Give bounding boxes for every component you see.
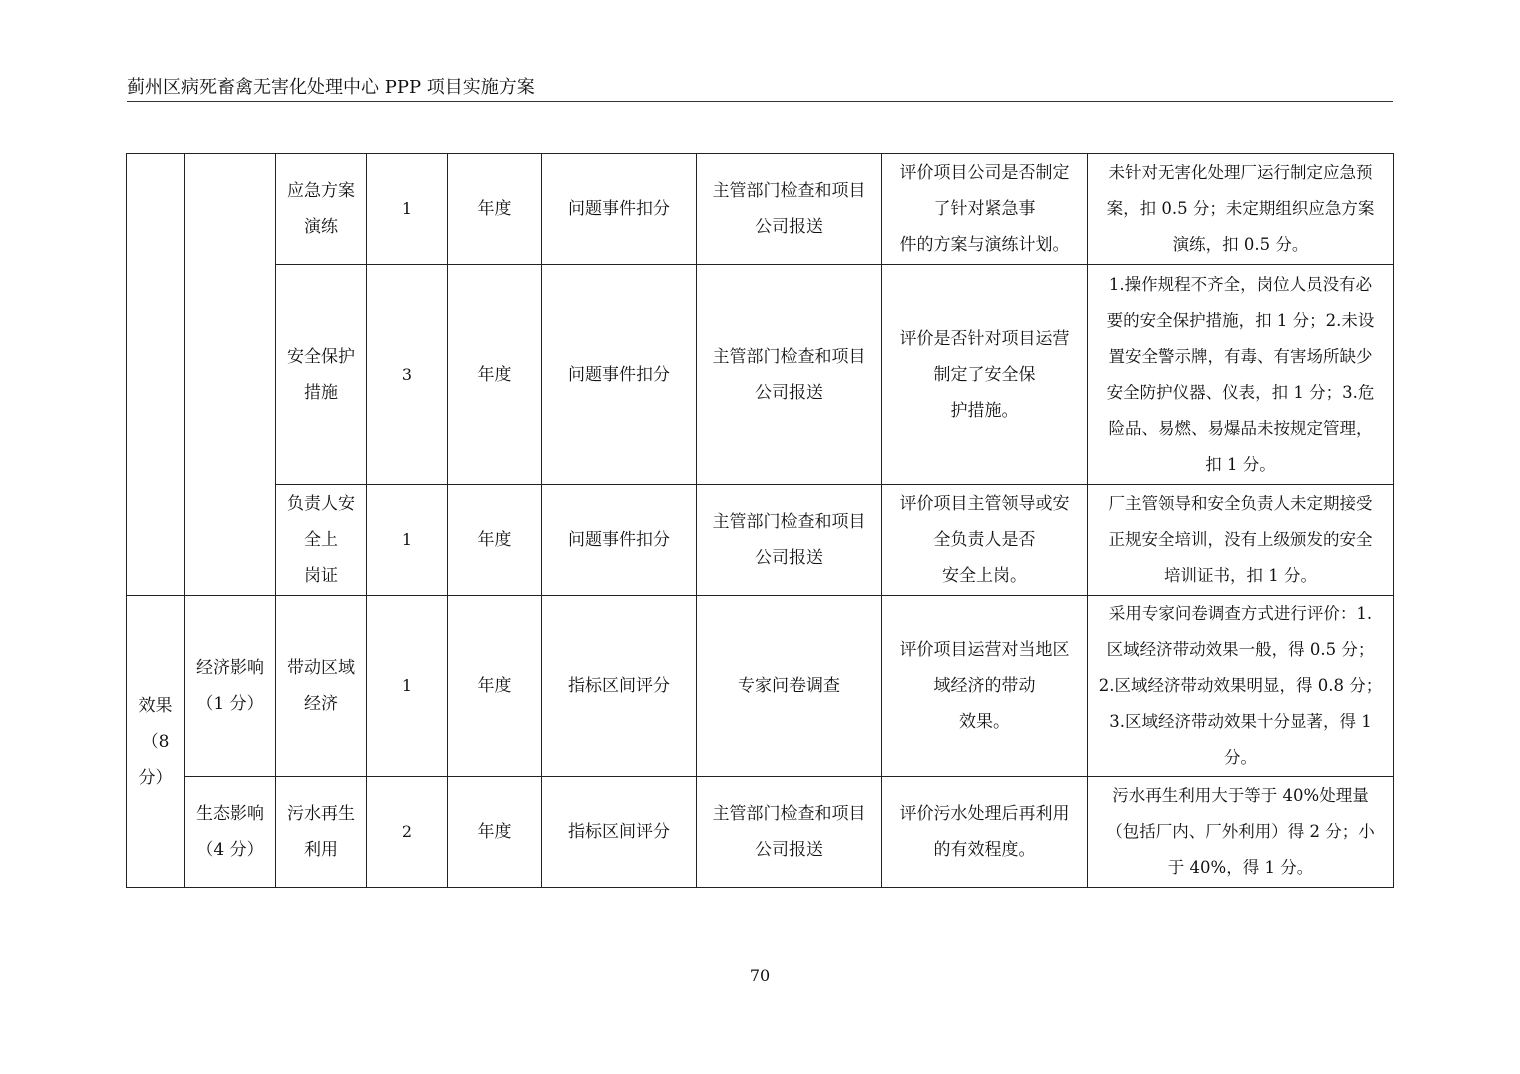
standard-cell: 厂主管领导和安全负责人未定期接受 正规安全培训，没有上级颁发的安全 培训证书，扣 1 分。	[1088, 485, 1394, 596]
indicator-cell: 污水再生 利用	[276, 777, 367, 888]
description-cell: 评价项目主管领导或安 全负责人是否 安全上岗。	[882, 485, 1088, 596]
source-cell: 主管部门检查和项目 公司报送	[697, 265, 882, 485]
indicator-cell: 应急方案 演练	[276, 154, 367, 265]
indicator-cell: 带动区域 经济	[276, 596, 367, 777]
table-row-safety-measures	[127, 265, 1394, 485]
frequency-cell: 年度	[448, 777, 542, 888]
description-cell: 评价是否针对项目运营 制定了安全保 护措施。	[882, 265, 1088, 485]
source-cell: 主管部门检查和项目 公司报送	[697, 777, 882, 888]
standard-cell: 未针对无害化处理厂运行制定应急预 案，扣 0.5 分；未定期组织应急方案 演练，扣 0.5 分。	[1088, 154, 1394, 265]
source-cell: 主管部门检查和项目 公司报送	[697, 154, 882, 265]
table-row-regional-economy	[127, 596, 1394, 777]
frequency-cell: 年度	[448, 154, 542, 265]
table-row-emergency-drill	[127, 154, 1394, 265]
weight-cell: 1	[367, 154, 448, 265]
source-cell: 专家问卷调查	[697, 596, 882, 777]
description-cell: 评价项目公司是否制定 了针对紧急事 件的方案与演练计划。	[882, 154, 1088, 265]
source-cell: 主管部门检查和项目 公司报送	[697, 485, 882, 596]
frequency-cell: 年度	[448, 265, 542, 485]
indicator-cell: 负责人安 全上 岗证	[276, 485, 367, 596]
weight-cell: 2	[367, 777, 448, 888]
method-cell: 问题事件扣分	[542, 154, 697, 265]
page-number: 70	[749, 966, 771, 985]
table-row-safety-certificate	[127, 485, 1394, 596]
table-row-water-reuse	[127, 777, 1394, 888]
group-cell-blank	[127, 154, 185, 596]
method-cell: 指标区间评分	[542, 596, 697, 777]
evaluation-table	[126, 153, 1394, 888]
category-cell-blank	[185, 154, 276, 596]
description-cell: 评价项目运营对当地区 域经济的带动 效果。	[882, 596, 1088, 777]
standard-cell: 污水再生利用大于等于 40%处理量 （包括厂内、厂外利用）得 2 分；小 于 40%，得 1 分。	[1088, 777, 1394, 888]
frequency-cell: 年度	[448, 596, 542, 777]
method-cell: 问题事件扣分	[542, 265, 697, 485]
method-cell: 问题事件扣分	[542, 485, 697, 596]
page-header	[127, 76, 1393, 102]
standard-cell: 采用专家问卷调查方式进行评价：1. 区域经济带动效果一般，得 0.5 分； 2.区域经济带动效果明显，得 0.8 分； 3.区域经济带动效果十分显著，得 1 分。	[1088, 596, 1394, 777]
category-cell: 生态影响 （4 分）	[185, 777, 276, 888]
frequency-cell: 年度	[448, 485, 542, 596]
document-title: 蓟州区病死畜禽无害化处理中心 PPP 项目实施方案	[127, 77, 535, 98]
indicator-cell: 安全保护 措施	[276, 265, 367, 485]
method-cell: 指标区间评分	[542, 777, 697, 888]
weight-cell: 1	[367, 485, 448, 596]
description-cell: 评价污水处理后再利用 的有效程度。	[882, 777, 1088, 888]
group-cell-effect: 效果 （8 分）	[127, 596, 185, 888]
standard-cell: 1.操作规程不齐全，岗位人员没有必 要的安全保护措施，扣 1 分；2.未设 置安全警示牌，有毒、有害场所缺少 安全防护仪器、仪表，扣 1 分；3.危 险品、易燃、易爆品未按规定管理， 扣 1 分。	[1088, 265, 1394, 485]
category-cell: 经济影响 （1 分）	[185, 596, 276, 777]
weight-cell: 3	[367, 265, 448, 485]
weight-cell: 1	[367, 596, 448, 777]
